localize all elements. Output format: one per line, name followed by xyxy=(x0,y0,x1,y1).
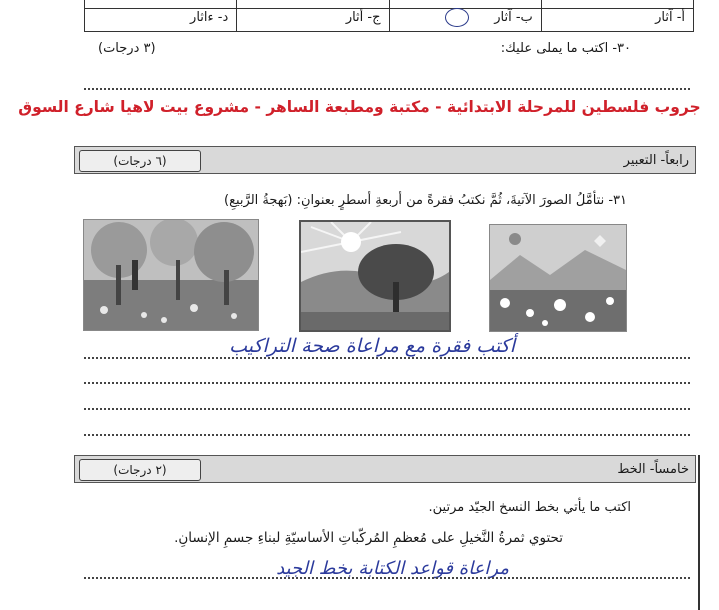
handwritten-answer-expression: أكتب فقرة مع مراعاة صحة التراكيب xyxy=(229,335,515,357)
question-30-prompt: ٣٠- اكتب ما يملى عليك: xyxy=(500,41,631,56)
choice-c xyxy=(236,0,388,31)
handwriting-line-1 xyxy=(84,577,690,579)
handwriting-sentence: تحتوي ثمرةُ النَّخيلِ على مُعظمِ المُركّباتِ الأساسيّةِ لبناءِ جسمِ الإنسانِ. xyxy=(174,530,563,546)
writing-line-1 xyxy=(84,357,690,359)
choice-b-label: ب- آثار xyxy=(494,10,533,25)
choice-a xyxy=(541,0,693,31)
writing-line-2 xyxy=(84,382,690,384)
section-5-marks: (٢ درجات) xyxy=(79,459,201,481)
sun-tree-photo xyxy=(299,220,451,332)
watermark-banner: جروب فلسطين للمرحلة الابتدائية - مكتبة ومطبعة الساهر - مشروع بيت لاهيا شارع السوق xyxy=(18,98,701,116)
answer-line xyxy=(84,88,690,90)
section-4-marks: (٦ درجات) xyxy=(79,150,201,172)
handwritten-answer-calligraphy: مراعاة قواعد الكتابة بخط الجيد xyxy=(276,558,509,579)
answer-choices-table xyxy=(84,0,694,32)
handwriting-instruction: اكتب ما يأتي بخط النسخ الجيّد مرتين. xyxy=(428,500,631,515)
section-4-title: رابعاً- التعبير xyxy=(623,153,689,168)
spring-orchard-photo xyxy=(83,219,259,331)
section-5-header xyxy=(74,455,696,483)
choice-c-label: ج- أثار xyxy=(345,10,381,25)
question-30-marks: (٣ درجات) xyxy=(98,41,156,56)
writing-line-3 xyxy=(84,408,690,410)
section-5-title: خامساً- الخط xyxy=(617,462,689,477)
choice-b xyxy=(389,0,541,31)
choice-d xyxy=(85,0,236,31)
writing-line-4 xyxy=(84,434,690,436)
answer-circle-mark xyxy=(445,8,469,27)
spring-flowers-photo xyxy=(489,224,627,332)
page-right-border xyxy=(698,455,700,610)
choice-a-label: أ- آثار xyxy=(655,10,685,25)
section-4-header xyxy=(74,146,696,174)
question-31-prompt: ٣١- نتأمَّلُ الصورَ الآتيةَ، ثُمَّ نكتبُ فقرةً من أربعةِ أسطرٍ بعنوانِ: (بَهجةُ الرَّبيعِ) xyxy=(224,193,627,208)
choice-d-label: د- ءاثار xyxy=(190,10,229,25)
